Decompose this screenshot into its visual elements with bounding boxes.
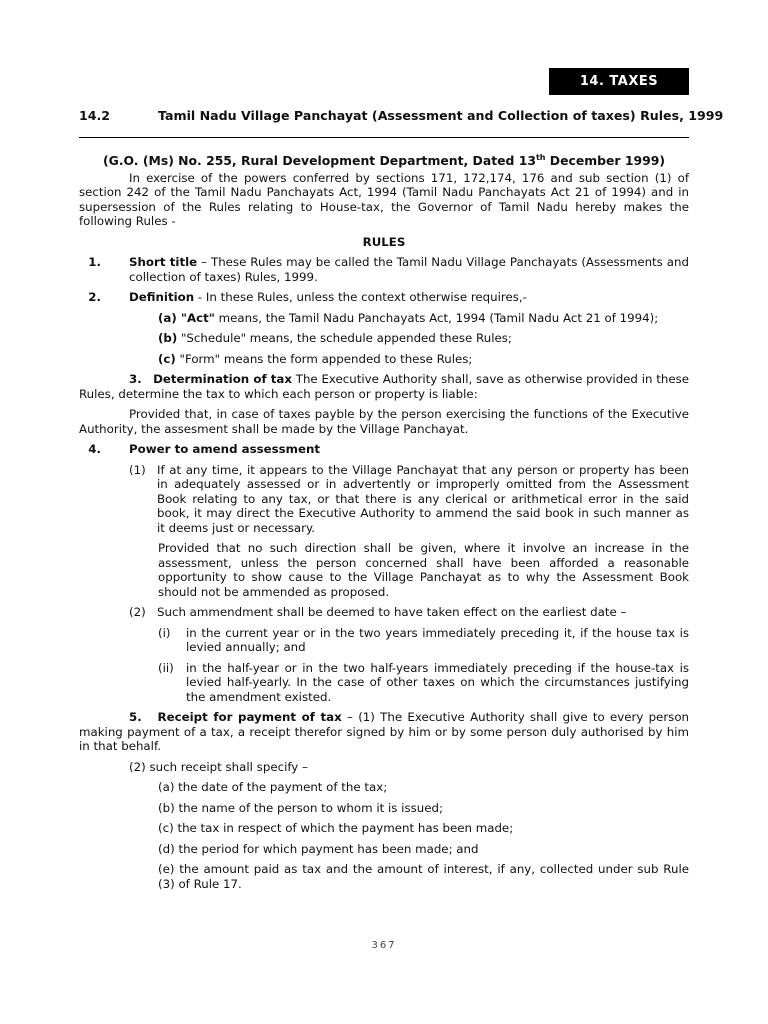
receipt-item-e: (e) the amount paid as tax and the amount of interest, if any, collected under sub Rule (3) of Rule 17. (158, 862, 689, 891)
receipt-item-d: (d) the period for which payment has been made; and (158, 841, 479, 856)
document-body (79, 151, 689, 891)
rules-heading: RULES (362, 234, 406, 249)
section-tag: 14. TAXES (549, 68, 689, 95)
rule-4-title: Power to amend assessment (129, 442, 321, 457)
rule-2-title: Definition (129, 290, 195, 305)
rule-1-number: 1. (88, 255, 101, 270)
rule-4-clause-1: (1) If at any time, it appears to the Village Panchayat that any person or property has been in adequately assessed or in advertently or improperly omitted from the Assessment Book relating to any tax, or that there is any clerical or arithmetical error in the said book, it may direct the Executive Authority to ammend the said book in such manner as it deems just or necessary. (129, 462, 689, 535)
definition-c: (c) "Form" means the form appended to these Rules; (158, 351, 473, 366)
heading-title: Tamil Nadu Village Panchayat (Assessment and Collection of taxes) Rules, 1999 (158, 108, 724, 123)
rule-5: 5. Receipt for payment of tax – (1) The Executive Authority shall give to every person making payment of a tax, a receipt therefor signed by him or by some person duly authorised by him in that behalf. (79, 710, 690, 754)
rule-3: 3. Determination of tax The Executive Authority shall, save as otherwise provided in these Rules, determine the tax to which each person or property is liable: (79, 372, 690, 401)
rule-4-number: 4. (88, 442, 101, 457)
definition-a: (a) "Act" means, the Tamil Nadu Panchayats Act, 1994 (Tamil Nadu Act 21 of 1994); (158, 310, 659, 325)
receipt-item-b: (b) the name of the person to whom it is issued; (158, 800, 443, 815)
rule-4 (79, 442, 689, 457)
divider (79, 137, 689, 138)
rule-1: 1. Short title – These Rules may be called the Tamil Nadu Village Panchayats (Assessments and collection of taxes) Rules, 1999. (79, 255, 689, 284)
rule-4-subclause-ii: (ii) in the half-year or in the two half-years immediately preceding if the house-tax is levied half-yearly. In the case of other taxes on which the circumstances justifying the amendment existed. (158, 660, 689, 704)
rule-5-title: Receipt for payment of tax (157, 710, 342, 725)
rule-3-proviso: Provided that, in case of taxes payble by the person exercising the functions of the Executive Authority, the assesment shall be made by the Village Panchayat. (79, 407, 689, 436)
rule-4-clause-2: (2) Such ammendment shall be deemed to have taken effect on the earliest date – (129, 605, 627, 620)
rule-2-number: 2. (88, 290, 101, 305)
receipt-item-a: (a) the date of the payment of the tax; (158, 780, 388, 795)
rule-4-subclause-i: (i) in the current year or in the two years immediately preceding it, if the house tax is levied annually; and (158, 625, 689, 655)
rule-4-proviso: Provided that no such direction shall be given, where it involve an increase in the assessment, unless the person concerned shall have been afforded a reasonable opportunity to show cause to the Village Panchayat as to why the Assessment Book should not be ammended as proposed. (158, 541, 689, 599)
rule-2: 2. Definition - In these Rules, unless the context otherwise requires,- (79, 290, 689, 305)
heading-number: 14.2 (79, 108, 111, 123)
receipt-item-c: (c) the tax in respect of which the payment has been made; (158, 821, 514, 836)
rule-5-clause-2: (2) such receipt shall specify – (129, 759, 308, 774)
go-reference: (G.O. (Ms) No. 255, Rural Development Department, Dated 13th December 1999) (103, 153, 665, 169)
rule-1-title: Short title (129, 255, 198, 270)
definition-b: (b) "Schedule" means, the schedule appended these Rules; (158, 331, 512, 346)
preamble: In exercise of the powers conferred by sections 171, 172,174, 176 and sub section (1) of section 242 of the Tamil Nadu Panchayats Act, 1994 (Tamil Nadu Panchayats Act 21 of 1994) and in supersession of the Rules relating to House-tax, the Governor of Tamil Nadu hereby makes the following Rules - (79, 170, 689, 229)
rule-3-title: Determination of tax (153, 372, 292, 387)
page-number: 367 (371, 940, 397, 951)
